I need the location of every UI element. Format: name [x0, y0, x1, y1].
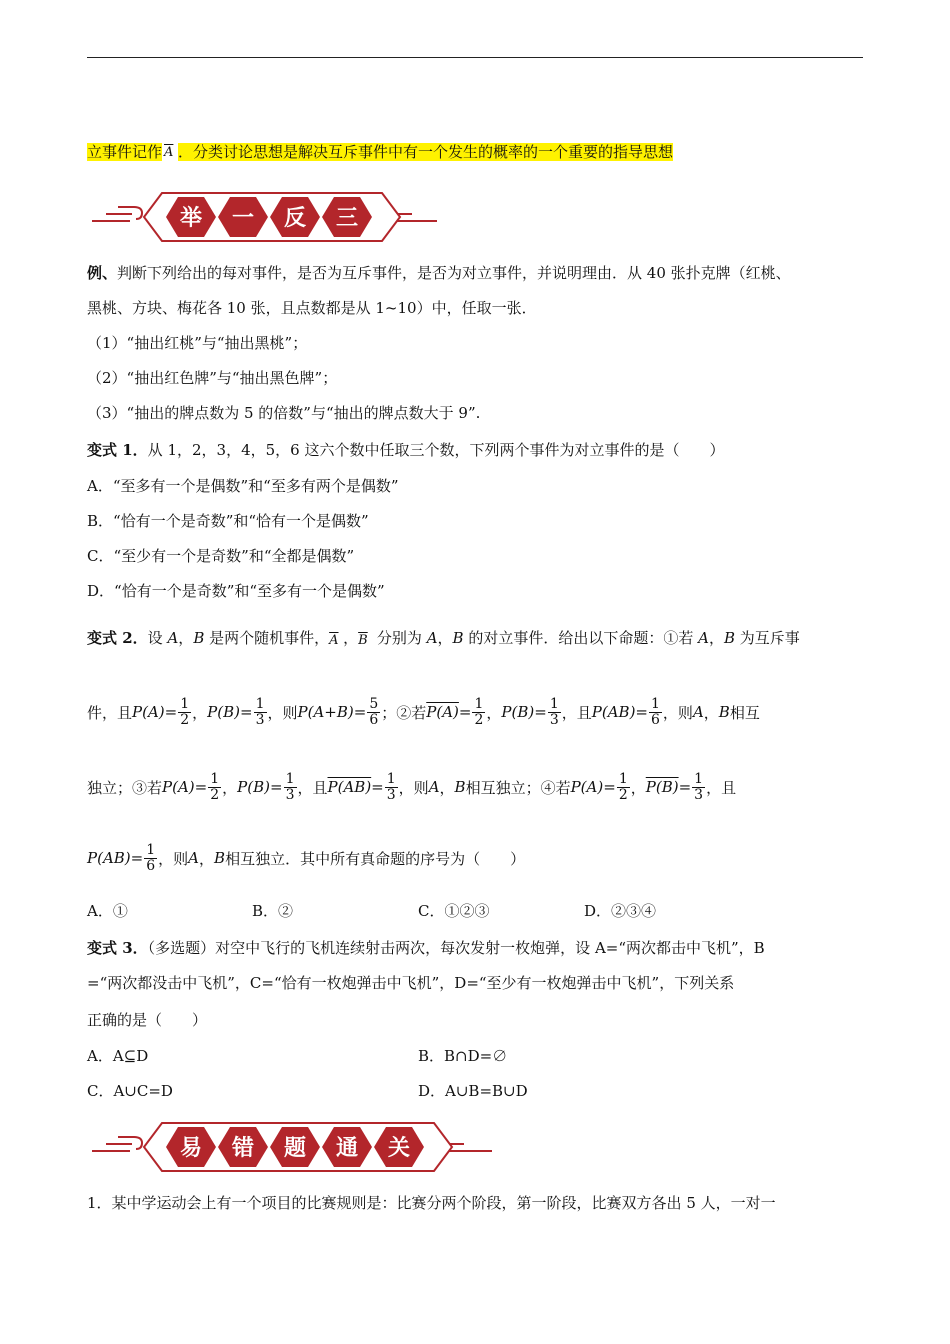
top-line-suffix: ．分类讨论思想是解决互斥事件中有一个发生的概率的一个重要的指导思想	[178, 143, 674, 161]
v3-line1: 变式 3．（多选题）对空中飞行的飞机连续射击两次，每次发射一枚炮弹，设 A=“两次都击中飞机”，B	[87, 939, 765, 957]
banner2-char-3: 通	[335, 1136, 359, 1161]
header-rule	[87, 57, 863, 58]
banner1-char-2: 反	[283, 206, 307, 231]
banner2-char-1: 错	[231, 1136, 255, 1161]
banner2-char-4: 关	[387, 1136, 411, 1161]
example-item-2: （2）“抽出红色牌”与“抽出黑色牌”；	[87, 369, 338, 387]
v1-option-b: B．“恰有一个是奇数”和“恰有一个是偶数”	[87, 512, 369, 530]
v2-option-d: D．②③④	[584, 902, 657, 920]
v3-option-b: B．B∩D=∅	[418, 1047, 508, 1065]
v2-option-b: B．②	[252, 902, 294, 920]
a-complement: $\overline{A}$	[329, 633, 339, 648]
v2-line1: 变式 2．设 A，B 是两个随机事件， $\overline{A}$ ， $\overline{B}$ 分别为 A，B 的对立事件．给出以下命题：①若 A，B 为互斥事	[87, 628, 800, 648]
v3-option-a: A．A⊆D	[87, 1047, 149, 1065]
v1-stem: 变式 1．从 1，2，3，4，5，6 这六个数中任取三个数，下列两个事件为对立事件的是（ ）	[87, 441, 725, 459]
example-line2: 黑桃、方块、梅花各 10 张，且点数都是从 1~10）中，任取一张．	[87, 299, 537, 317]
question-1: 1．某中学运动会上有一个项目的比赛规则是：比赛分两个阶段，第一阶段，比赛双方各出 5 人，一对一	[87, 1194, 776, 1212]
v2-option-c: C．①②③	[418, 902, 490, 920]
b-complement: $\overline{B}$	[358, 633, 368, 648]
v1-option-a: A．“至多有一个是偶数”和“至多有两个是偶数”	[87, 477, 399, 495]
complement-symbol: $\overline{A}$	[164, 145, 174, 160]
v2-line2: 件，且 P(A) = $\frac{1}{2}$ ， P(B) = $\frac{1}{3}$ ，则 P(A+B) = $\frac{5}{6}$ ；②若 P(A) = $\frac{1}{2}$ ， P(B) = $\frac{1}{3}$ ，且 P(AB) = $\frac{1}{6}$ ，则 A ， B 相互	[87, 695, 760, 728]
banner1-char-1: 一	[231, 206, 255, 231]
banner2-char-0: 易	[179, 1136, 203, 1161]
example-line1: 例、判断下列给出的每对事件，是否为互斥事件，是否为对立事件，并说明理由．从 40 张扑克牌（红桃、	[87, 264, 791, 282]
banner-yi-cuo-ti-tong-guan	[92, 1117, 502, 1177]
v3-line2: =“两次都没击中飞机”，C=“恰有一枚炮弹击中飞机”，D=“至少有一枚炮弹击中飞机”，下列关系	[87, 974, 735, 992]
banner1-char-0: 举	[179, 206, 203, 231]
banner1-char-3: 三	[335, 206, 359, 231]
example-item-3: （3）“抽出的牌点数为 5 的倍数”与“抽出的牌点数大于 9”.	[87, 404, 481, 422]
v2-line4: P(AB) = $\frac{1}{6}$ ，则 A ， B 相互独立．其中所有真命题的序号为（ ）	[87, 841, 526, 874]
v3-option-c: C．A∪C=D	[87, 1082, 173, 1100]
example-item-1: （1）“抽出红桃”与“抽出黑桃”；	[87, 334, 308, 352]
v1-option-c: C．“至少有一个是奇数”和“全都是偶数”	[87, 547, 355, 565]
banner-ju-yi-fan-san	[92, 187, 452, 247]
v1-option-d: D．“恰有一个是奇数”和“至多有一个是偶数”	[87, 582, 385, 600]
banner2-char-2: 题	[283, 1136, 307, 1161]
top-line	[87, 142, 673, 162]
v3-line3: 正确的是（ ）	[87, 1011, 208, 1029]
v2-line3: 独立；③若 P(A) = $\frac{1}{2}$ ， P(B) = $\frac{1}{3}$ ，且 P(AB) = $\frac{1}{3}$ ，则 A ， B 相互独立；④若 P(A) = $\frac{1}{2}$ ， P(B) = $\frac{1}{3}$ ，且	[87, 770, 737, 803]
v3-option-d: D．A∪B=B∪D	[418, 1082, 528, 1100]
top-line-prefix: 立事件记作	[87, 143, 163, 161]
v2-option-a: A．①	[87, 902, 128, 920]
